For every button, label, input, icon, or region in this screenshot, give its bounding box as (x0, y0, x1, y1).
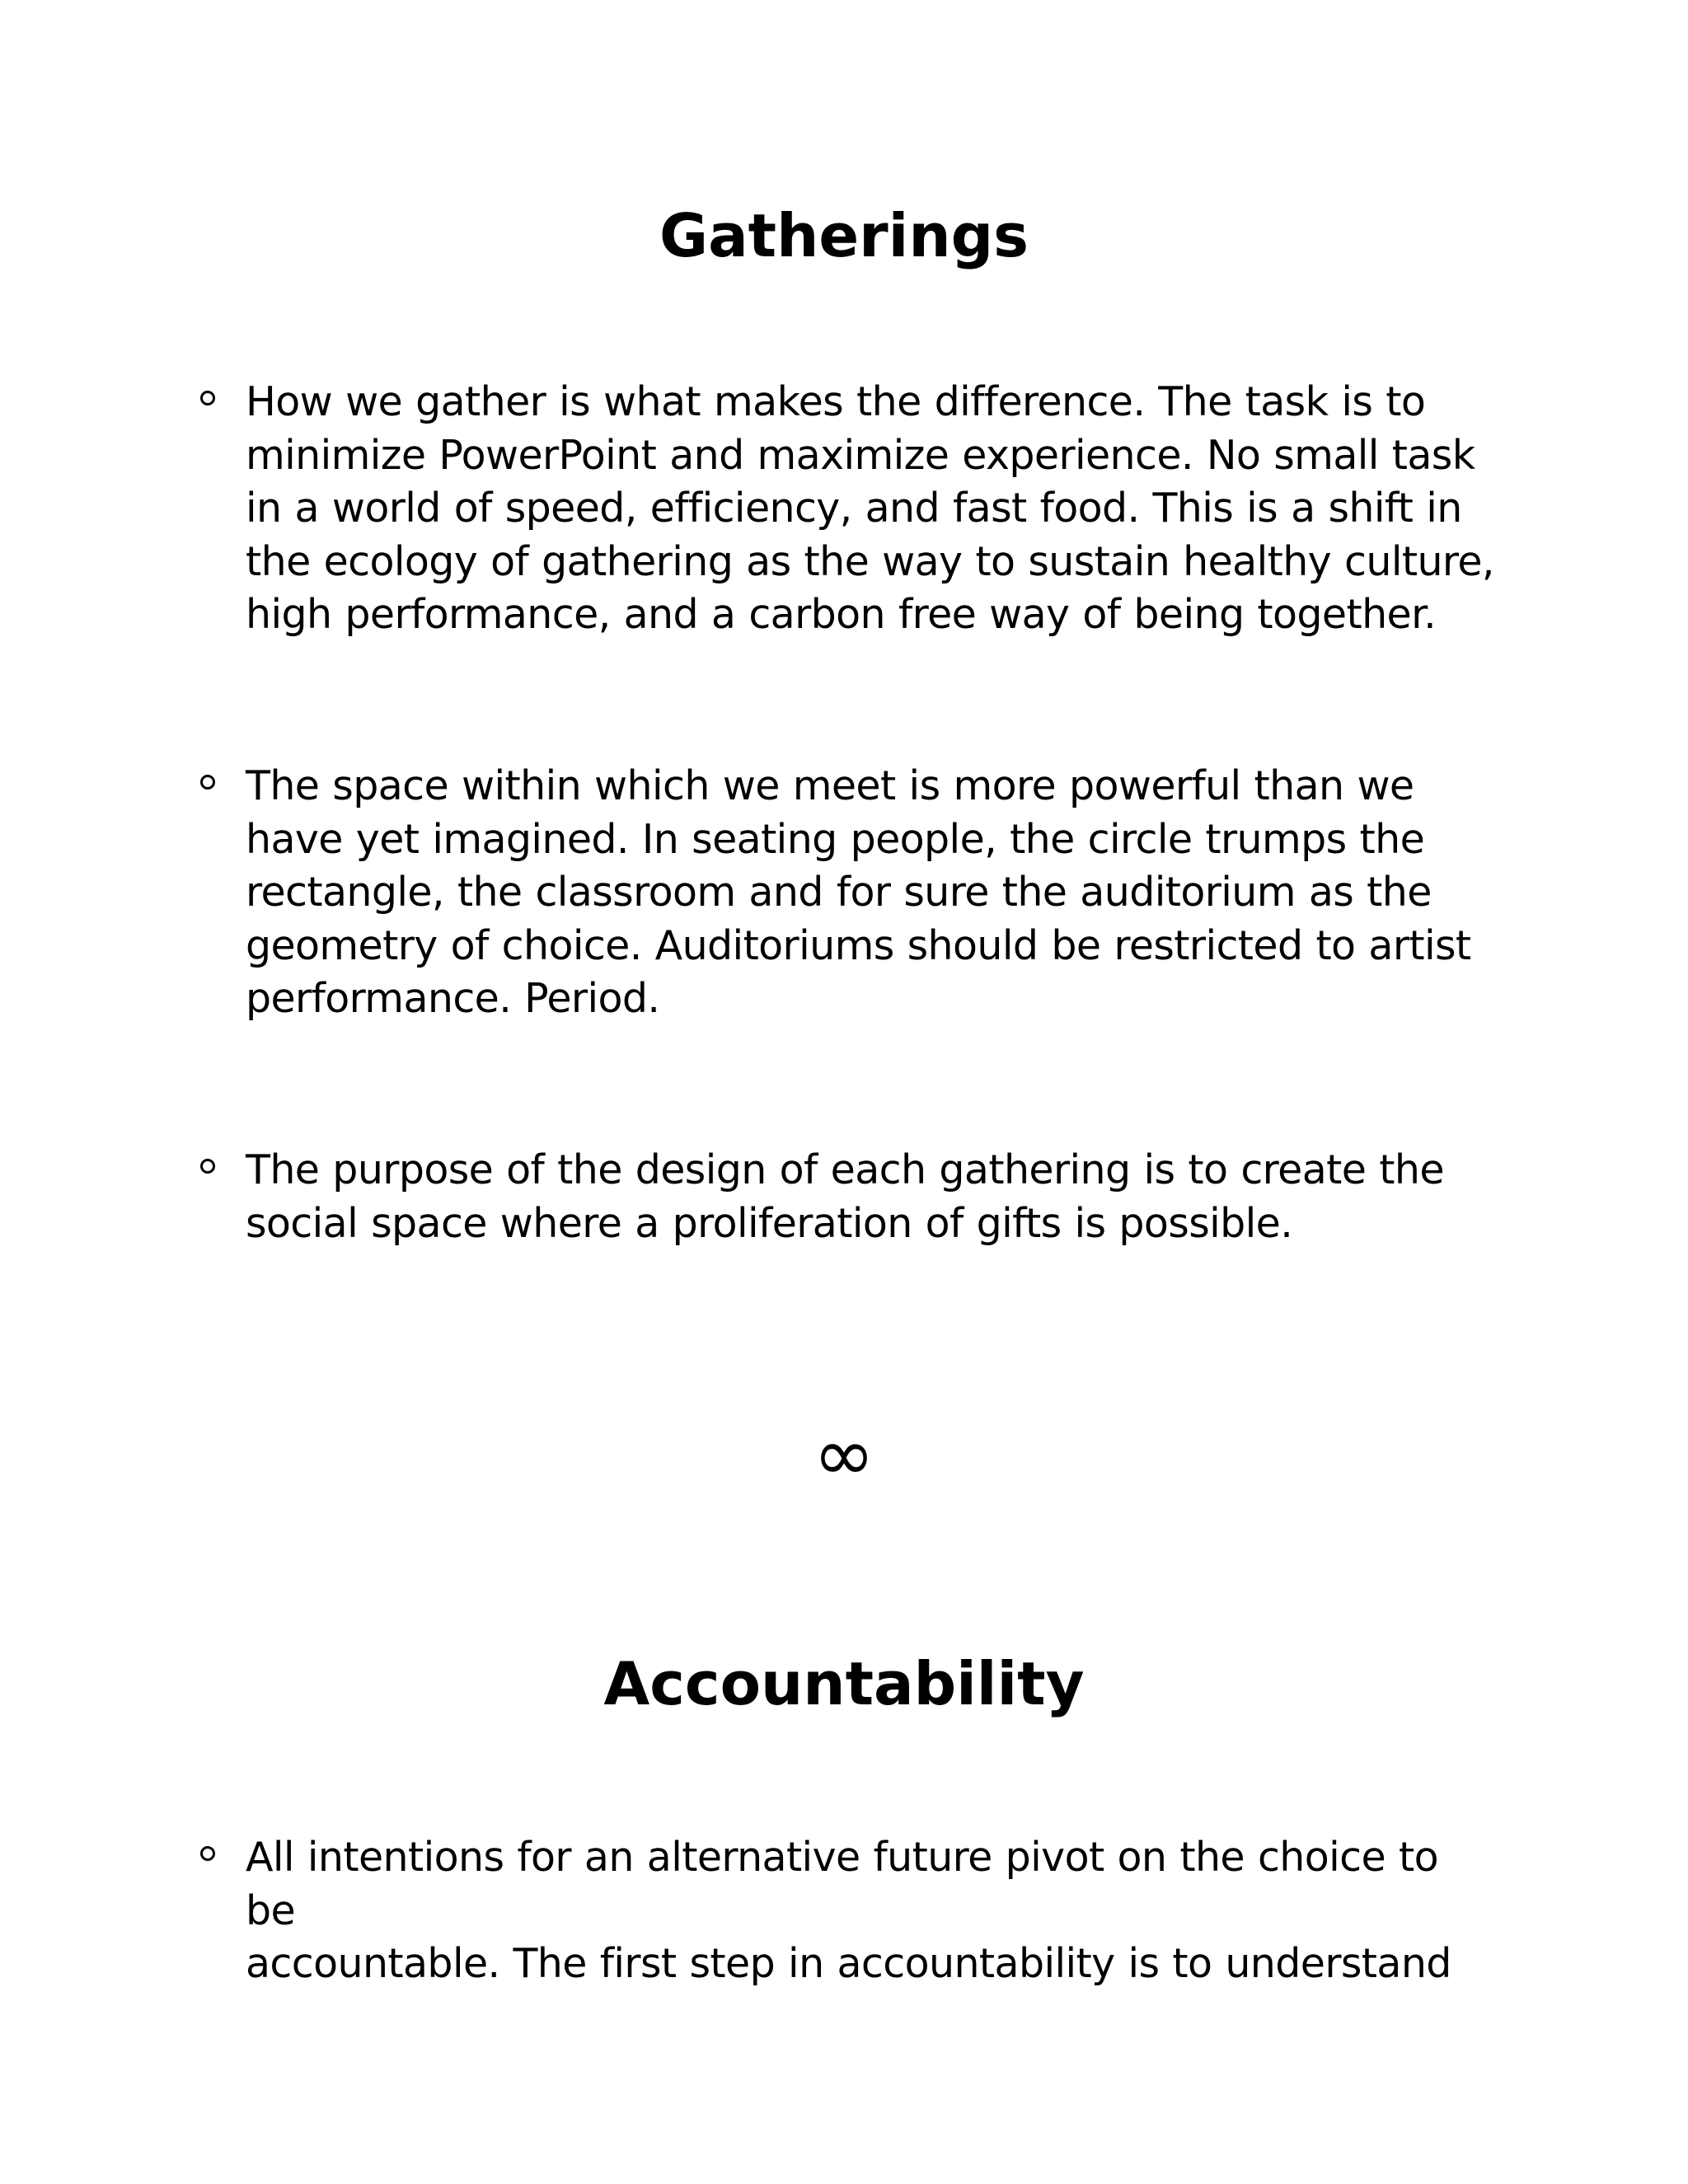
hollow-circle-bullet-icon (200, 391, 215, 405)
hollow-circle-bullet-icon (200, 1846, 215, 1861)
hollow-circle-bullet-icon (200, 775, 215, 790)
section-heading-gatherings: Gatherings (659, 201, 1029, 270)
bullet-text: The space within which we meet is more powerful than we have yet imagined. In seating people, the circle trumps the rectangle, the classroom and for sure the auditorium as the geometry of choice. Auditoriums should be restricted to artist performance. Period. (246, 762, 1471, 1022)
bullet-text: The purpose of the design of each gathering is to create the social space where a proliferation of gifts is possible. (246, 1146, 1444, 1247)
bullet-text: How we gather is what makes the difference. The task is to minimize PowerPoint and maximize experience. No small task in a world of speed, efficiency, and fast food. This is a shift in the ecology of gathering as the way to sustain healthy culture, high performance, and a carbon free way of being together. (246, 378, 1494, 638)
bullet-text: All intentions for an alternative future pivot on the choice to be accountable. The first step in accountability is to understand (246, 1834, 1451, 1987)
infinity-separator-icon: ∞ (813, 1412, 875, 1498)
hollow-circle-bullet-icon (200, 1159, 215, 1174)
section-heading-accountability: Accountability (603, 1649, 1085, 1718)
